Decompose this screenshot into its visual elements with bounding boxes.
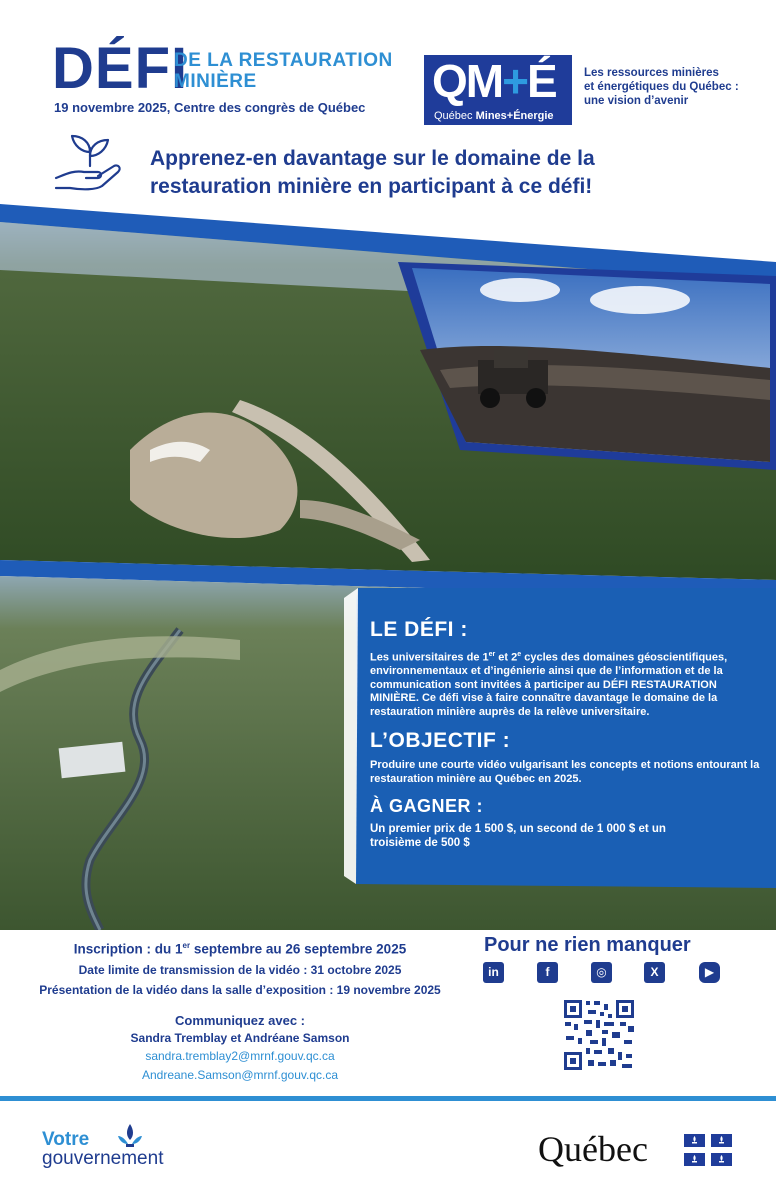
- headline: Apprenez-en davantage sur le domaine de la restauration minière en participant à ce défi!: [150, 147, 595, 198]
- defi-subtitle: [174, 50, 393, 92]
- contact-names: Sandra Tremblay et Andréane Samson: [130, 1030, 350, 1045]
- gouvernement-wordmark: gouvernement: [42, 1148, 164, 1169]
- quebec-wordmark: Québec: [538, 1129, 648, 1169]
- qr-code[interactable]: [562, 998, 636, 1072]
- fleur-de-lis-icon: [116, 1124, 144, 1150]
- inscription-dates: Inscription : du 1er septembre au 26 septembre 2025: [73, 941, 407, 957]
- gagner-heading: À GAGNER :: [370, 796, 483, 817]
- defi-heading: LE DÉFI :: [370, 618, 468, 641]
- defi-text: Les universitaires de 1er et 2e cycles des domaines géoscientifiques, environnementaux et d’ingénierie ainsi que de l’information et de la communication sont invitées à participer au DÉFI RESTAURATION MINIÈRE. Ce défi vise à faire connaître davantage le domaine de la restauration minière auprès de la relève universitaire.: [370, 651, 728, 718]
- defi-title: DÉFI: [52, 36, 189, 101]
- social-title: Pour ne rien manquer: [484, 934, 691, 956]
- defi-subtitle-line2: MINIÈRE: [174, 71, 257, 92]
- objectif-heading: L’OBJECTIF :: [370, 729, 511, 753]
- contact-email-1[interactable]: sandra.tremblay2@mrnf.gouv.qc.ca: [145, 1048, 335, 1063]
- youtube-icon[interactable]: ▶: [699, 962, 720, 983]
- qme-tagline: Les ressources minières et énergétiques du Québec : une vision d’avenir: [584, 67, 739, 107]
- instagram-icon[interactable]: ◎: [591, 962, 612, 983]
- defi-subtitle-line1: DE LA RESTAURATION: [174, 50, 393, 71]
- presentation-date: Présentation de la vidéo dans la salle d’exposition : 19 novembre 2025: [39, 982, 441, 997]
- linkedin-icon[interactable]: in: [483, 962, 504, 983]
- x-icon[interactable]: X: [644, 962, 665, 983]
- objectif-text: Produire une courte vidéo vulgarisant les concepts et notions entourant la restauration minière au Québec en 2025.: [370, 759, 760, 785]
- quebec-flag-icon: [684, 1134, 732, 1166]
- event-date-place: 19 novembre 2025, Centre des congrès de Québec: [54, 100, 366, 115]
- registration-info: [30, 936, 450, 1085]
- contact-title: Communiquez avec :: [174, 1012, 306, 1028]
- social-icons: [483, 962, 727, 984]
- facebook-icon[interactable]: f: [537, 962, 558, 983]
- qme-wordmark: QM+É: [432, 55, 556, 107]
- votre-gouvernement-logo: Votre: [42, 1129, 90, 1150]
- video-deadline: Date limite de transmission de la vidéo : 31 octobre 2025: [78, 962, 402, 977]
- gagner-text: Un premier prix de 1 500 $, un second de 1 000 $ et un troisième de 500 $: [370, 823, 666, 849]
- footer-divider: [0, 1096, 776, 1101]
- qme-caption: Québec Mines+Énergie: [434, 110, 554, 122]
- contact-email-2[interactable]: Andreane.Samson@mrnf.gouv.qc.ca: [141, 1067, 339, 1082]
- plant-hand-icon: [52, 130, 128, 194]
- qme-logo: [424, 55, 572, 125]
- info-panel: [356, 600, 776, 884]
